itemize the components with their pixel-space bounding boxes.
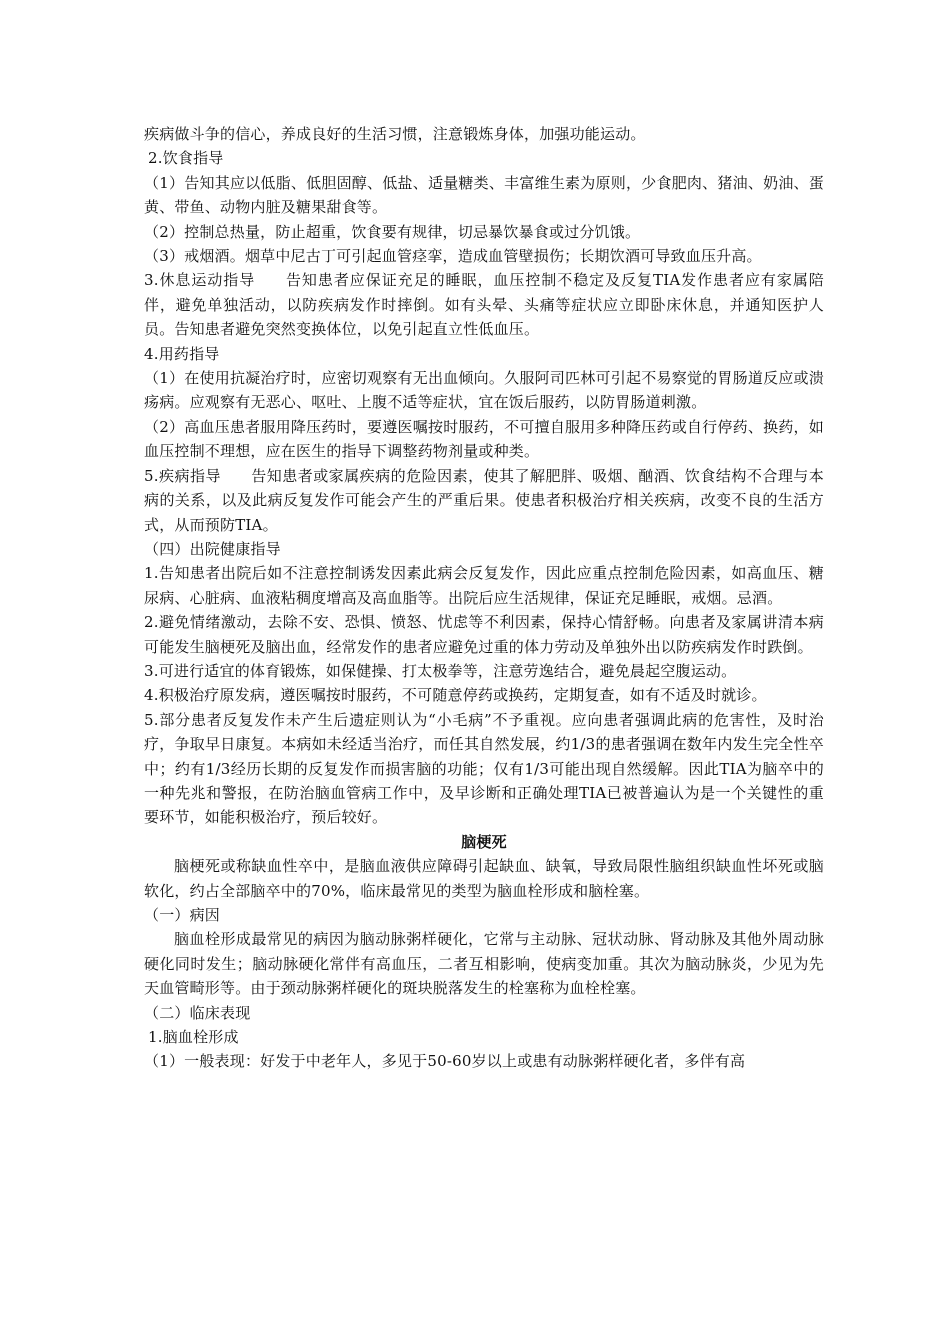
section-heading: （一）病因 (144, 906, 221, 924)
list-item: 1.告知患者出院后如不注意控制诱发因素此病会反复发作，因此应重点控制危险因素，如高血压、糖尿病、心脏病、血液粘稠度增高及高血脂等。出院后应生活规律，保证充足睡眠，戒烟。忌酒。 (144, 564, 824, 607)
document-page (144, 122, 824, 1074)
paragraph: （1）在使用抗凝治疗时，应密切观察有无出血倾向。久服阿司匹林可引起不易察觉的胃肠道反应或溃疡病。应观察有无恶心、呕吐、上腹不适等症状，宜在饭后服药，以防胃肠道刺激。 (144, 369, 824, 412)
subsection-heading: 3.休息运动指导 (144, 271, 256, 290)
paragraph: 脑梗死或称缺血性卒中，是脑血液供应障碍引起缺血、缺氧，导致局限性脑组织缺血性坏死或脑软化，约占全部脑卒中的70%，临床最常见的类型为脑血栓形成和脑栓塞。 (144, 857, 824, 900)
paragraph-text: 告知患者应保证充足的睡眠，血压控制不稳定及反复TIA发作患者应有家属陪伴，避免单独活动，以防疾病发作时摔倒。如有头晕、头痛等症状应立即卧床休息，并通知医护人员。告知患者避免突然变换体位，以免引起直立性低血压。 (144, 271, 824, 339)
paragraph: 疾病做斗争的信心，养成良好的生活习惯，注意锻炼身体，加强功能运动。 (144, 125, 646, 143)
list-item: 4.积极治疗原发病，遵医嘱按时服药，不可随意停药或换药，定期复查，如有不适及时就诊。 (144, 686, 767, 705)
paragraph: （2）控制总热量，防止超重，饮食要有规律，切忌暴饮暴食或过分饥饿。 (144, 222, 641, 241)
paragraph (144, 464, 824, 537)
list-item: 5.部分患者反复发作未产生后遗症则认为“小毛病”不予重视。应向患者强调此病的危害性，及时治疗，争取早日康复。本病如未经适当治疗，而任其自然发展，约1/3的患者强调在数年内发生完全性卒中；约有1/3经历长期的反复发作而损害脑的功能；仅有1/3可能出现自然缓解。因此TIA为脑卒中的一种先兆和警报，在防治脑血管病工作中，及早诊断和正确处理TIA已被普遍认为是一个关键性的重要环节，如能积极治疗，预后较好。 (144, 710, 824, 827)
section-heading: （二）临床表现 (144, 1003, 251, 1022)
list-item: 2.避免情绪激动，去除不安、恐惧、愤怒、忧虑等不利因素，保持心情舒畅。向患者及家属讲清本病可能发生脑梗死及脑出血，经常发作的患者应避免过重的体力劳动及单独外出以防疾病发作时跌倒。 (144, 613, 824, 656)
list-item: 3.可进行适宜的体育锻炼，如保健操、打太极拳等，注意劳逸结合，避免晨起空腹运动。 (144, 661, 737, 680)
paragraph: （3）戒烟酒。烟草中尼古丁可引起血管痉挛，造成血管壁损伤；长期饮酒可导致血压升高。 (144, 247, 762, 266)
paragraph: （1）一般表现：好发于中老年人，多见于50-60岁以上或患有动脉粥样硬化者，多伴有高 (144, 1052, 746, 1071)
page-title: 脑梗死 (461, 832, 507, 851)
paragraph: （2）高血压患者服用降压药时，要遵医嘱按时服药，不可擅自服用多种降压药或自行停药、换药，如血压控制不理想，应在医生的指导下调整药物剂量或种类。 (144, 417, 824, 461)
subsection-heading: 4.用药指导 (144, 344, 220, 363)
paragraph: （1）告知其应以低脂、低胆固醇、低盐、适量糖类、丰富维生素为原则，少食肥肉、猪油、奶油、蛋黄、带鱼、动物内脏及糖果甜食等。 (144, 173, 824, 217)
paragraph (144, 268, 824, 341)
section-heading: （四）出院健康指导 (144, 539, 281, 558)
subsection-heading: 2.饮食指导 (148, 149, 224, 168)
subsection-heading: 1.脑血栓形成 (148, 1028, 239, 1047)
paragraph: 脑血栓形成最常见的病因为脑动脉粥样硬化，它常与主动脉、冠状动脉、肾动脉及其他外周动脉硬化同时发生；脑动脉硬化常伴有高血压，二者互相影响，使病变加重。其次为脑动脉炎，少见为先天血管畸形等。由于颈动脉粥样硬化的斑块脱落发生的栓塞称为血栓栓塞。 (144, 930, 824, 998)
paragraph-text: 告知患者或家属疾病的危险因素，使其了解肥胖、吸烟、酗酒、饮食结构不合理与本病的关系，以及此病反复发作可能会产生的严重后果。使患者积极治疗相关疾病，改变不良的生活方式，从而预防TIA。 (144, 466, 824, 534)
subsection-heading: 5.疾病指导 (144, 466, 221, 485)
